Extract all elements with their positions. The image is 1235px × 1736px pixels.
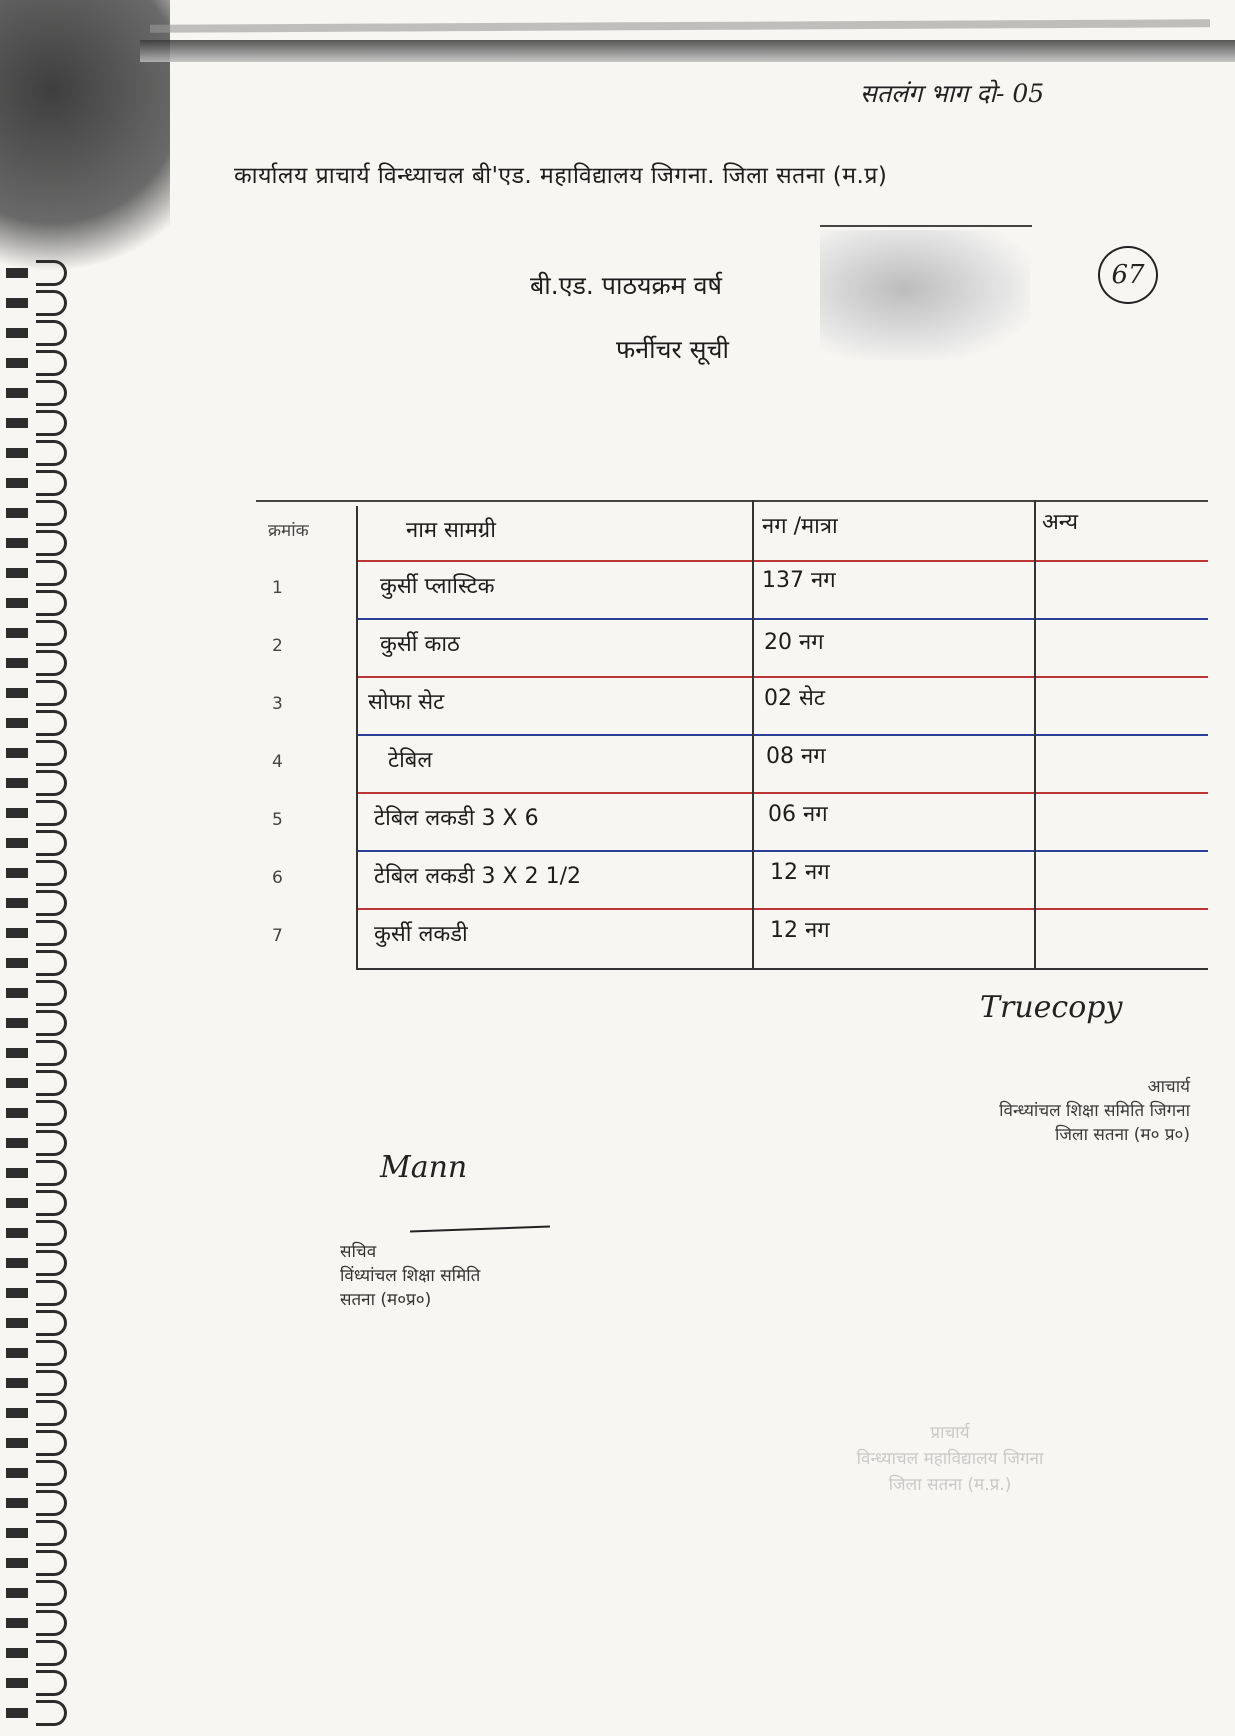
spiral-coil xyxy=(6,830,76,852)
spiral-coil xyxy=(6,710,76,732)
spiral-coil xyxy=(6,410,76,432)
spiral-coil xyxy=(6,890,76,912)
spiral-coil xyxy=(6,1070,76,1092)
table-horizontal-rule xyxy=(356,968,1208,970)
row-serial: 5 xyxy=(272,810,283,830)
spiral-coil xyxy=(6,290,76,312)
row-serial: 4 xyxy=(272,752,283,772)
table-horizontal-rule xyxy=(256,500,1208,502)
seal-line: आचार्य xyxy=(1147,1077,1190,1097)
spiral-coil xyxy=(6,1430,76,1452)
header-other: अन्य xyxy=(1042,510,1079,535)
table-horizontal-rule xyxy=(356,560,1208,562)
spiral-coil xyxy=(6,1010,76,1032)
spiral-coil xyxy=(6,1100,76,1122)
row-quantity: 02 सेट xyxy=(764,686,825,711)
spiral-coil xyxy=(6,500,76,522)
table-horizontal-rule xyxy=(356,618,1208,620)
row-quantity: 06 नग xyxy=(768,802,828,827)
spiral-coil xyxy=(6,1460,76,1482)
spiral-coil xyxy=(6,1520,76,1542)
list-title: फर्नीचर सूची xyxy=(616,335,729,364)
row-serial: 6 xyxy=(272,868,283,888)
spiral-coil xyxy=(6,440,76,462)
spiral-coil xyxy=(6,1640,76,1662)
header-serial: क्रमांक xyxy=(268,521,309,541)
spiral-coil xyxy=(6,860,76,882)
row-quantity: 08 नग xyxy=(766,744,826,769)
spiral-coil xyxy=(6,320,76,342)
seal-line: विन्ध्याचल महाविद्यालय जिगना xyxy=(856,1449,1044,1469)
row-quantity: 12 नग xyxy=(770,918,830,943)
seal-line: विंध्यांचल शिक्षा समिति xyxy=(340,1266,481,1286)
spiral-coil xyxy=(6,1160,76,1182)
spiral-coil xyxy=(6,260,76,282)
table-horizontal-rule xyxy=(356,792,1208,794)
spiral-coil xyxy=(6,560,76,582)
header-item: नाम सामग्री xyxy=(406,518,496,543)
row-item: टेबिल लकडी 3 X 6 xyxy=(374,806,539,831)
row-item: टेबिल xyxy=(388,748,433,773)
spiral-coil xyxy=(6,530,76,552)
spiral-coil xyxy=(6,350,76,372)
table-horizontal-rule xyxy=(356,734,1208,736)
spiral-coil xyxy=(6,1550,76,1572)
spiral-coil xyxy=(6,950,76,972)
spiral-coil xyxy=(6,740,76,762)
spiral-coil xyxy=(6,1670,76,1692)
spiral-coil xyxy=(6,1700,76,1722)
spiral-coil xyxy=(6,1370,76,1392)
spiral-coil xyxy=(6,650,76,672)
table-horizontal-rule xyxy=(356,676,1208,678)
spiral-coil xyxy=(6,920,76,942)
spiral-binding xyxy=(0,260,80,1736)
table-horizontal-rule xyxy=(356,908,1208,910)
office-heading: कार्यालय प्राचार्य विन्ध्याचल बी'एड. महाविद्यालय जिगना. जिला सतना (म.प्र) xyxy=(234,163,888,189)
spiral-coil xyxy=(6,1400,76,1422)
photo-border-line xyxy=(820,225,1032,227)
seal-line: जिला सतना (म० प्र०) xyxy=(1055,1125,1190,1145)
row-quantity: 12 नग xyxy=(770,860,830,885)
row-item: कुर्सी प्लास्टिक xyxy=(380,574,495,599)
spiral-coil xyxy=(6,1250,76,1272)
spiral-coil xyxy=(6,1190,76,1212)
spiral-coil xyxy=(6,1580,76,1602)
true-copy-signature: Truecopy xyxy=(980,990,1123,1025)
row-serial: 3 xyxy=(272,694,283,714)
row-serial: 1 xyxy=(272,578,283,598)
row-item: कुर्सी काठ xyxy=(380,632,460,657)
page-number-circle: 67 xyxy=(1098,246,1158,304)
row-serial: 2 xyxy=(272,636,283,656)
table-vertical-rule xyxy=(752,500,754,968)
spiral-coil xyxy=(6,800,76,822)
seal-line: सतना (म०प्र०) xyxy=(340,1290,432,1310)
seal-line: विन्ध्यांचल शिक्षा समिति जिगना xyxy=(999,1101,1190,1121)
seal-line: जिला सतना (म.प्र.) xyxy=(888,1475,1012,1495)
spiral-coil xyxy=(6,1280,76,1302)
row-serial: 7 xyxy=(272,926,283,946)
spiral-coil xyxy=(6,980,76,1002)
spiral-coil xyxy=(6,620,76,642)
table-vertical-rule xyxy=(1034,500,1036,968)
spiral-coil xyxy=(6,470,76,492)
spiral-coil xyxy=(6,1040,76,1062)
reference-note: सतलंग भाग दो- 05 xyxy=(860,79,1045,108)
row-quantity: 137 नग xyxy=(762,568,836,593)
spiral-coil xyxy=(6,380,76,402)
row-item: सोफा सेट xyxy=(368,690,445,715)
header-quantity: नग /मात्रा xyxy=(762,514,838,539)
row-item: कुर्सी लकडी xyxy=(374,922,468,947)
seal-line: प्राचार्य xyxy=(930,1423,970,1443)
secretary-signature: Mann xyxy=(380,1150,468,1185)
spiral-coil xyxy=(6,1490,76,1512)
seal-line: सचिव xyxy=(340,1242,377,1262)
spiral-coil xyxy=(6,1310,76,1332)
smudge-mark xyxy=(820,230,1030,360)
secretary-seal xyxy=(340,1240,480,1312)
course-title: बी.एड. पाठयक्रम वर्ष xyxy=(530,271,722,300)
principal-seal xyxy=(860,1075,1190,1147)
spiral-coil xyxy=(6,1220,76,1242)
faint-stamp xyxy=(800,1420,1100,1498)
signature-underline xyxy=(410,1226,550,1233)
spiral-coil xyxy=(6,1130,76,1152)
table-horizontal-rule xyxy=(356,850,1208,852)
spiral-coil xyxy=(6,1610,76,1632)
scan-top-band xyxy=(140,40,1235,62)
table-vertical-rule xyxy=(356,506,358,968)
scan-edge-line xyxy=(150,19,1210,33)
spiral-coil xyxy=(6,1340,76,1362)
spiral-coil xyxy=(6,770,76,792)
spiral-coil xyxy=(6,680,76,702)
row-item: टेबिल लकडी 3 X 2 1/2 xyxy=(374,864,581,889)
row-quantity: 20 नग xyxy=(764,630,824,655)
spiral-coil xyxy=(6,590,76,612)
